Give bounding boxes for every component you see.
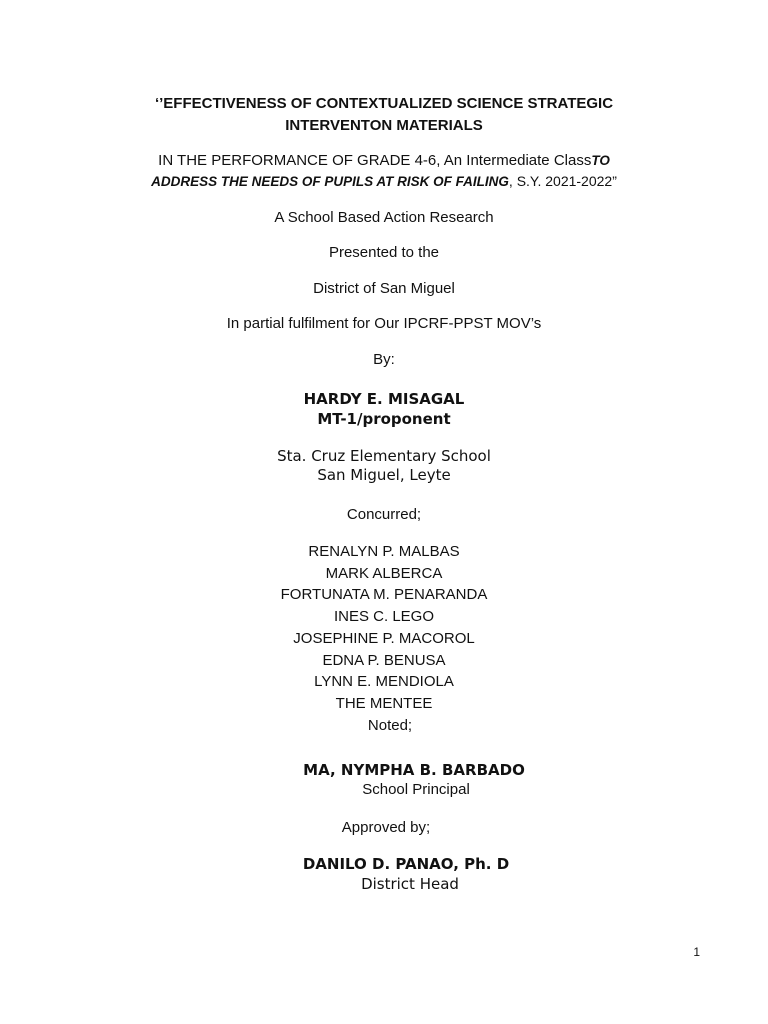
noted-label: Noted; xyxy=(367,717,413,734)
school-name: Sta. Cruz Elementary School xyxy=(277,447,491,465)
district-head-role: District Head xyxy=(361,875,459,893)
concurred-name: RENALYN P. MALBAS xyxy=(308,543,460,560)
principal-role: School Principal xyxy=(362,781,470,798)
title-line-1: ‘’EFFECTIVENESS OF CONTEXTUALIZED SCIENCE STRATEGIC xyxy=(154,95,614,112)
by-label: By: xyxy=(373,351,395,368)
district-head-name: DANILO D. PANAO, Ph. D xyxy=(302,855,510,873)
school-location: San Miguel, Leyte xyxy=(317,466,451,484)
principal-name: MA, NYMPHA B. BARBADO xyxy=(303,761,525,779)
presented-to: Presented to the xyxy=(328,244,440,261)
approved-label: Approved by; xyxy=(341,819,431,836)
title-line-4-text: , S.Y. 2021-2022” xyxy=(508,173,617,189)
proponent-name: HARDY E. MISAGAL xyxy=(303,390,465,408)
district: District of San Miguel xyxy=(313,280,455,297)
concurred-label: Concurred; xyxy=(346,506,422,523)
title-line-2: INTERVENTON MATERIALS xyxy=(285,117,483,134)
concurred-name: FORTUNATA M. PENARANDA xyxy=(280,586,488,603)
title-line-3-text: IN THE PERFORMANCE OF GRADE 4-6, An Intermediate Class xyxy=(158,152,592,169)
page-number: 1 xyxy=(693,945,700,959)
title-line-4-italic: ADDRESS THE NEEDS OF PUPILS AT RISK OF FAILING xyxy=(151,174,509,189)
concurred-name: JOSEPHINE P. MACOROL xyxy=(293,630,475,647)
concurred-name: INES C. LEGO xyxy=(333,608,435,625)
proponent-role: MT-1/proponent xyxy=(317,410,451,428)
title-line-3 xyxy=(0,153,768,168)
title-line-4 xyxy=(0,174,768,190)
concurred-name: THE MENTEE xyxy=(335,695,433,712)
concurred-name: MARK ALBERCA xyxy=(325,565,443,582)
concurred-name: LYNN E. MENDIOLA xyxy=(314,673,454,690)
title-line-3-italic: TO xyxy=(591,153,610,168)
subtitle: A School Based Action Research xyxy=(274,209,494,226)
purpose: In partial fulfilment for Our IPCRF-PPST MOV’s xyxy=(226,315,542,332)
concurred-name: EDNA P. BENUSA xyxy=(322,652,446,669)
